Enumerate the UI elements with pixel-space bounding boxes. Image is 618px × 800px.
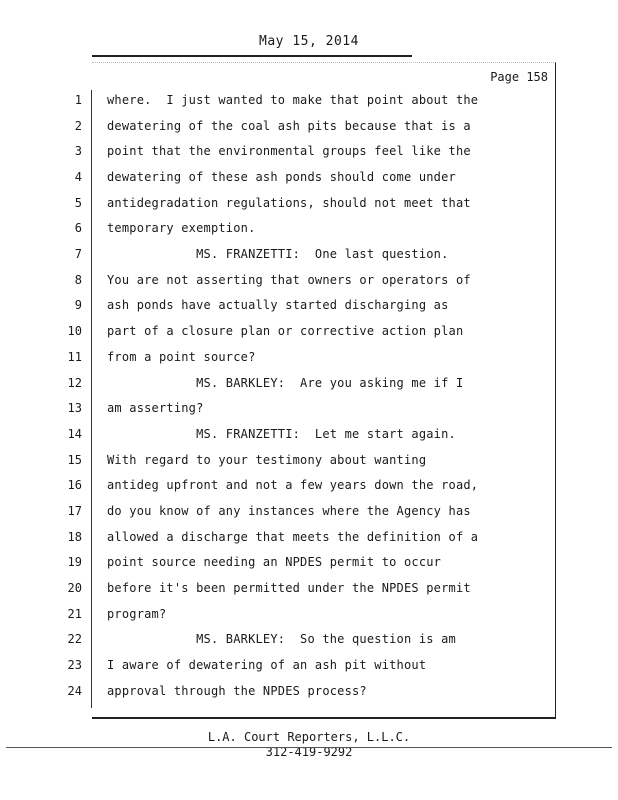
line-number: 17 xyxy=(67,504,82,518)
line-number: 24 xyxy=(67,684,82,698)
line-text: where. I just wanted to make that point about the xyxy=(107,93,479,107)
line-text: antidegradation regulations, should not meet that xyxy=(107,196,471,210)
line-number: 3 xyxy=(74,144,82,158)
line-number: 11 xyxy=(67,350,82,364)
line-text: from a point source? xyxy=(107,350,256,364)
header-date: May 15, 2014 xyxy=(259,34,359,49)
footer xyxy=(0,730,618,760)
line-number: 4 xyxy=(74,170,82,184)
margin-rule xyxy=(91,90,92,708)
line-number: 1 xyxy=(74,93,82,107)
top-rule xyxy=(92,55,412,57)
line-text: before it's been permitted under the NPDES permit xyxy=(107,581,471,595)
line-number: 10 xyxy=(67,324,82,338)
line-number: 20 xyxy=(67,581,82,595)
line-text: point that the environmental groups feel like the xyxy=(107,144,471,158)
line-text: ash ponds have actually started discharging as xyxy=(107,298,449,312)
line-text: do you know of any instances where the Agency has xyxy=(107,504,471,518)
line-text: MS. BARKLEY: So the question is am xyxy=(107,632,456,646)
footer-company: L.A. Court Reporters, L.L.C. xyxy=(207,730,411,744)
line-number: 6 xyxy=(74,221,82,235)
line-text: allowed a discharge that meets the definition of a xyxy=(107,530,479,544)
line-text: approval through the NPDES process? xyxy=(107,684,367,698)
line-number: 23 xyxy=(67,658,82,672)
line-text: MS. FRANZETTI: Let me start again. xyxy=(107,427,456,441)
line-number: 18 xyxy=(67,530,82,544)
bottom-rule xyxy=(6,747,612,748)
line-text: point source needing an NPDES permit to occur xyxy=(107,555,442,569)
page-number: Page 158 xyxy=(490,70,548,84)
line-number: 21 xyxy=(67,607,82,621)
line-number: 2 xyxy=(74,119,82,133)
line-text: dewatering of these ash ponds should come under xyxy=(107,170,456,184)
line-text: am asserting? xyxy=(107,401,204,415)
line-text: antideg upfront and not a few years down the road, xyxy=(107,478,479,492)
line-text: With regard to your testimony about wanting xyxy=(107,453,427,467)
line-number: 15 xyxy=(67,453,82,467)
line-text: temporary exemption. xyxy=(107,221,256,235)
line-number: 8 xyxy=(74,273,82,287)
line-text: dewatering of the coal ash pits because that is a xyxy=(107,119,471,133)
line-number: 9 xyxy=(74,298,82,312)
line-number: 7 xyxy=(74,247,82,261)
line-text: MS. FRANZETTI: One last question. xyxy=(107,247,449,261)
line-number: 12 xyxy=(67,376,82,390)
line-number: 16 xyxy=(67,478,82,492)
line-number: 13 xyxy=(67,401,82,415)
line-number: 22 xyxy=(67,632,82,646)
footer-phone: 312-419-9292 xyxy=(265,745,353,759)
line-text: program? xyxy=(107,607,167,621)
line-text: part of a closure plan or corrective action plan xyxy=(107,324,464,338)
line-number: 14 xyxy=(67,427,82,441)
line-number: 5 xyxy=(74,196,82,210)
line-text: You are not asserting that owners or operators of xyxy=(107,273,471,287)
line-text: MS. BARKLEY: Are you asking me if I xyxy=(107,376,464,390)
line-number: 19 xyxy=(67,555,82,569)
line-text: I aware of dewatering of an ash pit without xyxy=(107,658,427,672)
